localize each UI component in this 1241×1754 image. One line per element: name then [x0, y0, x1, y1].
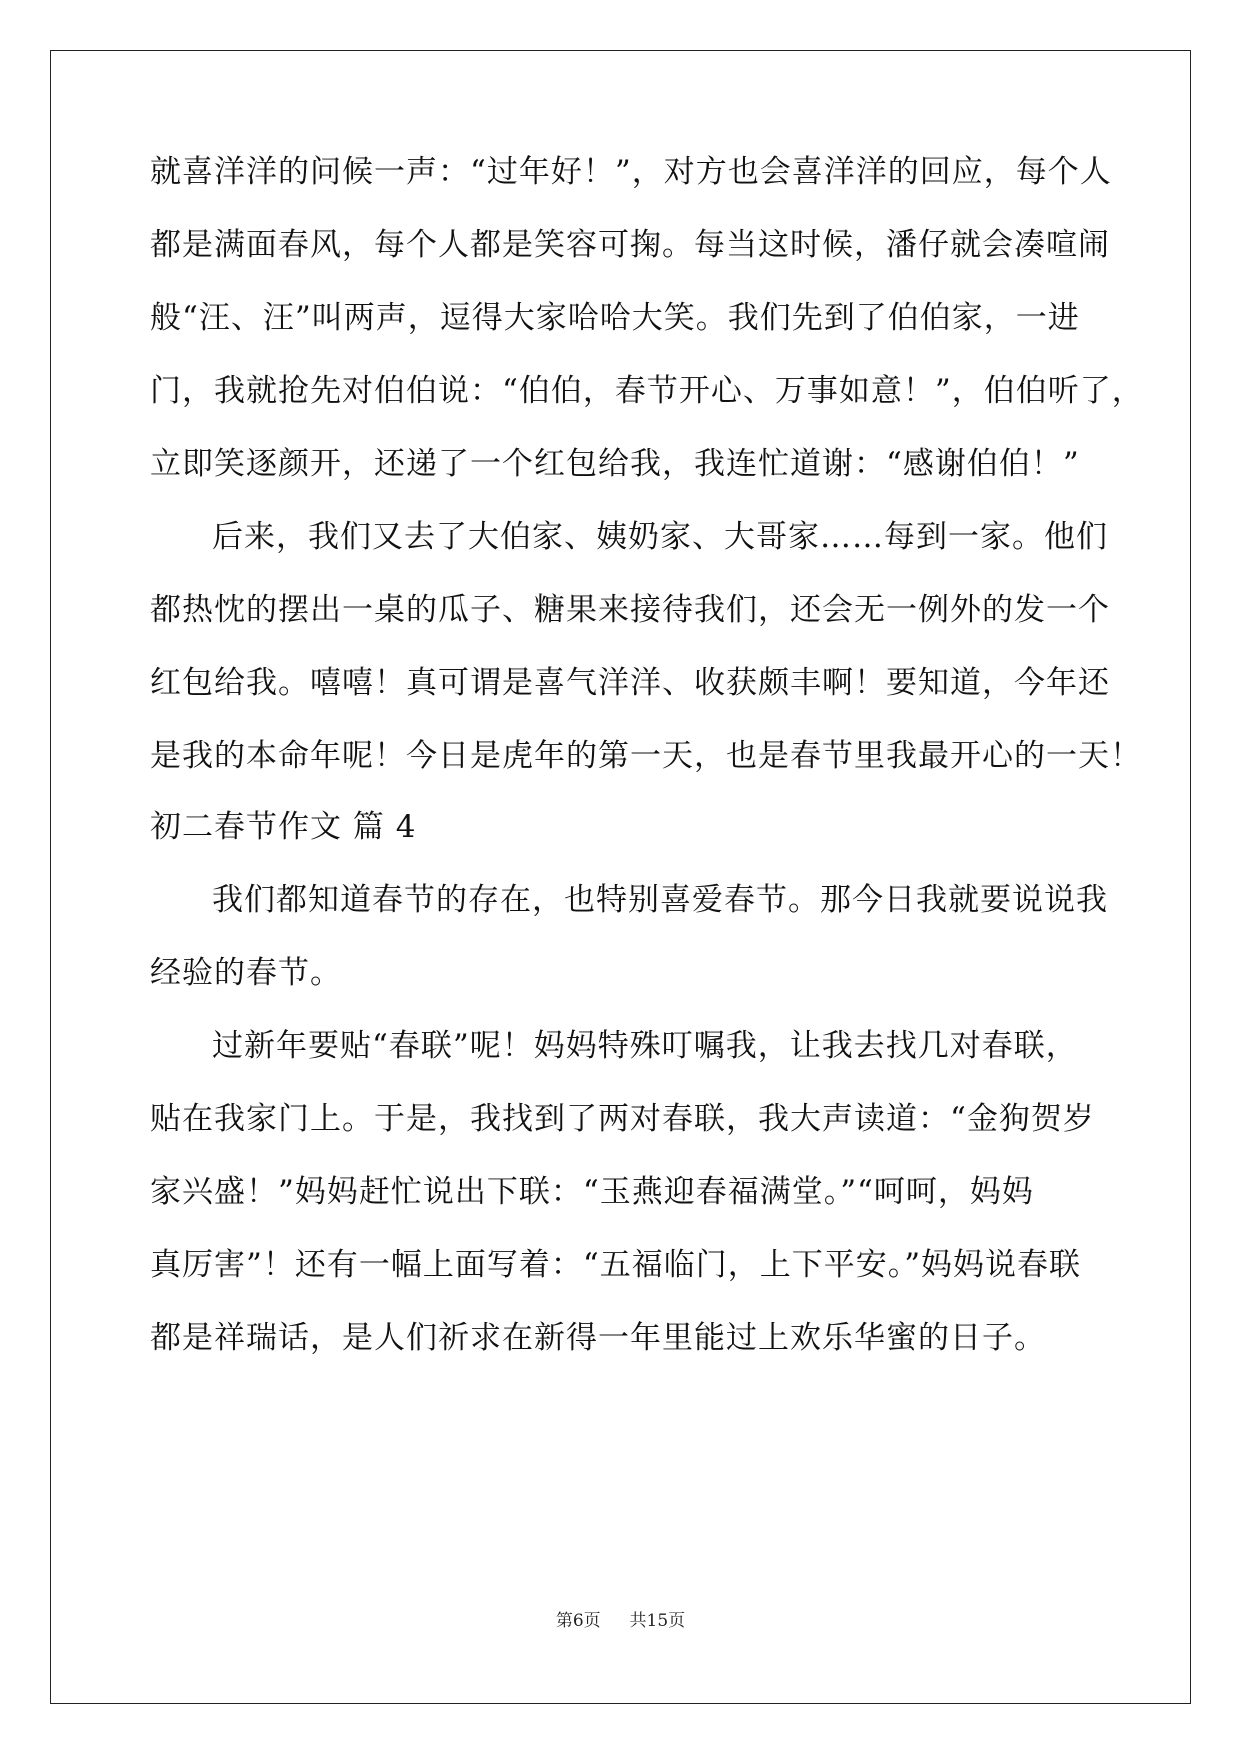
page-footer — [0, 1609, 1241, 1633]
text-line: 立即笑逐颜开，还递了一个红包给我，我连忙道谢：“感谢伯伯！” — [150, 446, 1080, 482]
text-line: 家兴盛！”妈妈赶忙说出下联：“玉燕迎春福满堂。”“呵呵，妈妈 — [150, 1174, 1034, 1210]
paragraph-first-line: 过新年要贴“春联”呢！妈妈特殊叮嘱我，让我去找几对春联， — [212, 1028, 1078, 1064]
section-heading: 初二春节作文 篇 4 — [150, 809, 417, 845]
paragraph-first-line: 我们都知道春节的存在，也特别喜爱春节。那今日我就要说说我 — [212, 882, 1108, 918]
text-line: 就喜洋洋的问候一声：“过年好！”，对方也会喜洋洋的回应，每个人 — [150, 154, 1112, 190]
text-line: 贴在我家门上。于是，我找到了两对春联，我大声读道：“金狗贺岁 — [150, 1101, 1095, 1137]
page-number: 第6页 — [555, 1611, 601, 1631]
page-total: 共15页 — [629, 1611, 686, 1631]
text-line: 门，我就抢先对伯伯说：“伯伯，春节开心、万事如意！”，伯伯听了， — [150, 373, 1144, 409]
text-line: 经验的春节。 — [150, 955, 342, 991]
text-line: 都热忱的摆出一桌的瓜子、糖果来接待我们，还会无一例外的发一个 — [150, 592, 1110, 628]
text-line: 红包给我。嘻嘻！真可谓是喜气洋洋、收获颇丰啊！要知道，今年还 — [150, 665, 1110, 701]
text-line: 都是满面春风，每个人都是笑容可掬。每当这时候，潘仔就会凑喧闹 — [150, 227, 1110, 263]
paragraph-first-line: 后来，我们又去了大伯家、姨奶家、大哥家……每到一家。他们 — [212, 519, 1108, 555]
text-line: 真厉害”！还有一幅上面写着：“五福临门，上下平安。”妈妈说春联 — [150, 1247, 1082, 1283]
text-line: 都是祥瑞话，是人们祈求在新得一年里能过上欢乐华蜜的日子。 — [150, 1320, 1046, 1356]
text-line: 般“汪、汪”叫两声，逗得大家哈哈大笑。我们先到了伯伯家，一进 — [150, 300, 1080, 336]
text-line: 是我的本命年呢！今日是虎年的第一天，也是春节里我最开心的一天！ — [150, 738, 1142, 774]
